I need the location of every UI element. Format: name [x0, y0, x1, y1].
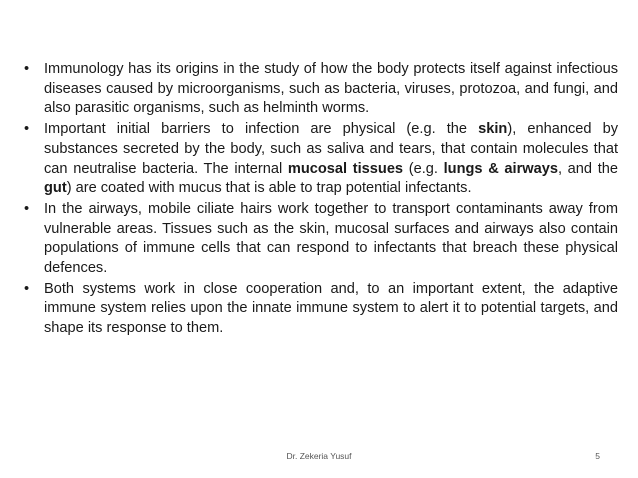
bullet-point-icon: • [24, 61, 30, 77]
footer-author: Dr. Zekeria Yusuf [286, 451, 352, 461]
bullet-list [22, 60, 618, 340]
text-run: , and the [557, 160, 618, 177]
text-run: Immunology has its origins in the study of how the body protects itself against infectious diseases caused by microorganisms, such as bacteria, viruses, protozoa, and fungi, and also parasitic organisms, such as helminth worms. [44, 61, 618, 117]
text-run: In the airways, mobile ciliate hairs work together to transport contaminants away from vulnerable areas. Tissues such as the skin, mucosal surfaces and airways also contain populations of immune cells that can respond to infectants that breach these physical defences. [44, 200, 618, 277]
bullet-text [44, 121, 618, 196]
bullet-text [44, 281, 618, 336]
text-run: Both systems work in close cooperation and, to an important extent, the adaptive immune system relies upon the innate immune system to alert it to potential targets, and shape its response to them. [44, 280, 618, 337]
page-number: 5 [595, 451, 600, 461]
text-run: ), enhanced by substances secreted by the body, such as saliva and tears, that contain molecules that can neutralise bacteria. The internal [44, 121, 618, 177]
bold-term: skin [478, 121, 508, 138]
bullet-item [22, 120, 618, 199]
bullet-text [44, 201, 618, 276]
bullet-item [22, 60, 618, 119]
text-run: ) are coated with mucus that is able to trap potential infectants. [66, 180, 472, 197]
bullet-text [44, 61, 618, 116]
bullet-point-icon: • [24, 280, 30, 297]
bold-term: gut [44, 180, 67, 197]
bold-term: mucosal tissues [287, 160, 404, 177]
bold-term: lungs & airways [443, 160, 558, 177]
bullet-point-icon: • [24, 200, 30, 217]
bullet-point-icon: • [24, 121, 30, 138]
bullet-item [22, 280, 618, 339]
text-run: Important initial barriers to infection are physical (e.g. the [44, 121, 479, 138]
bullet-item [22, 200, 618, 279]
text-run: (e.g. [403, 160, 444, 177]
